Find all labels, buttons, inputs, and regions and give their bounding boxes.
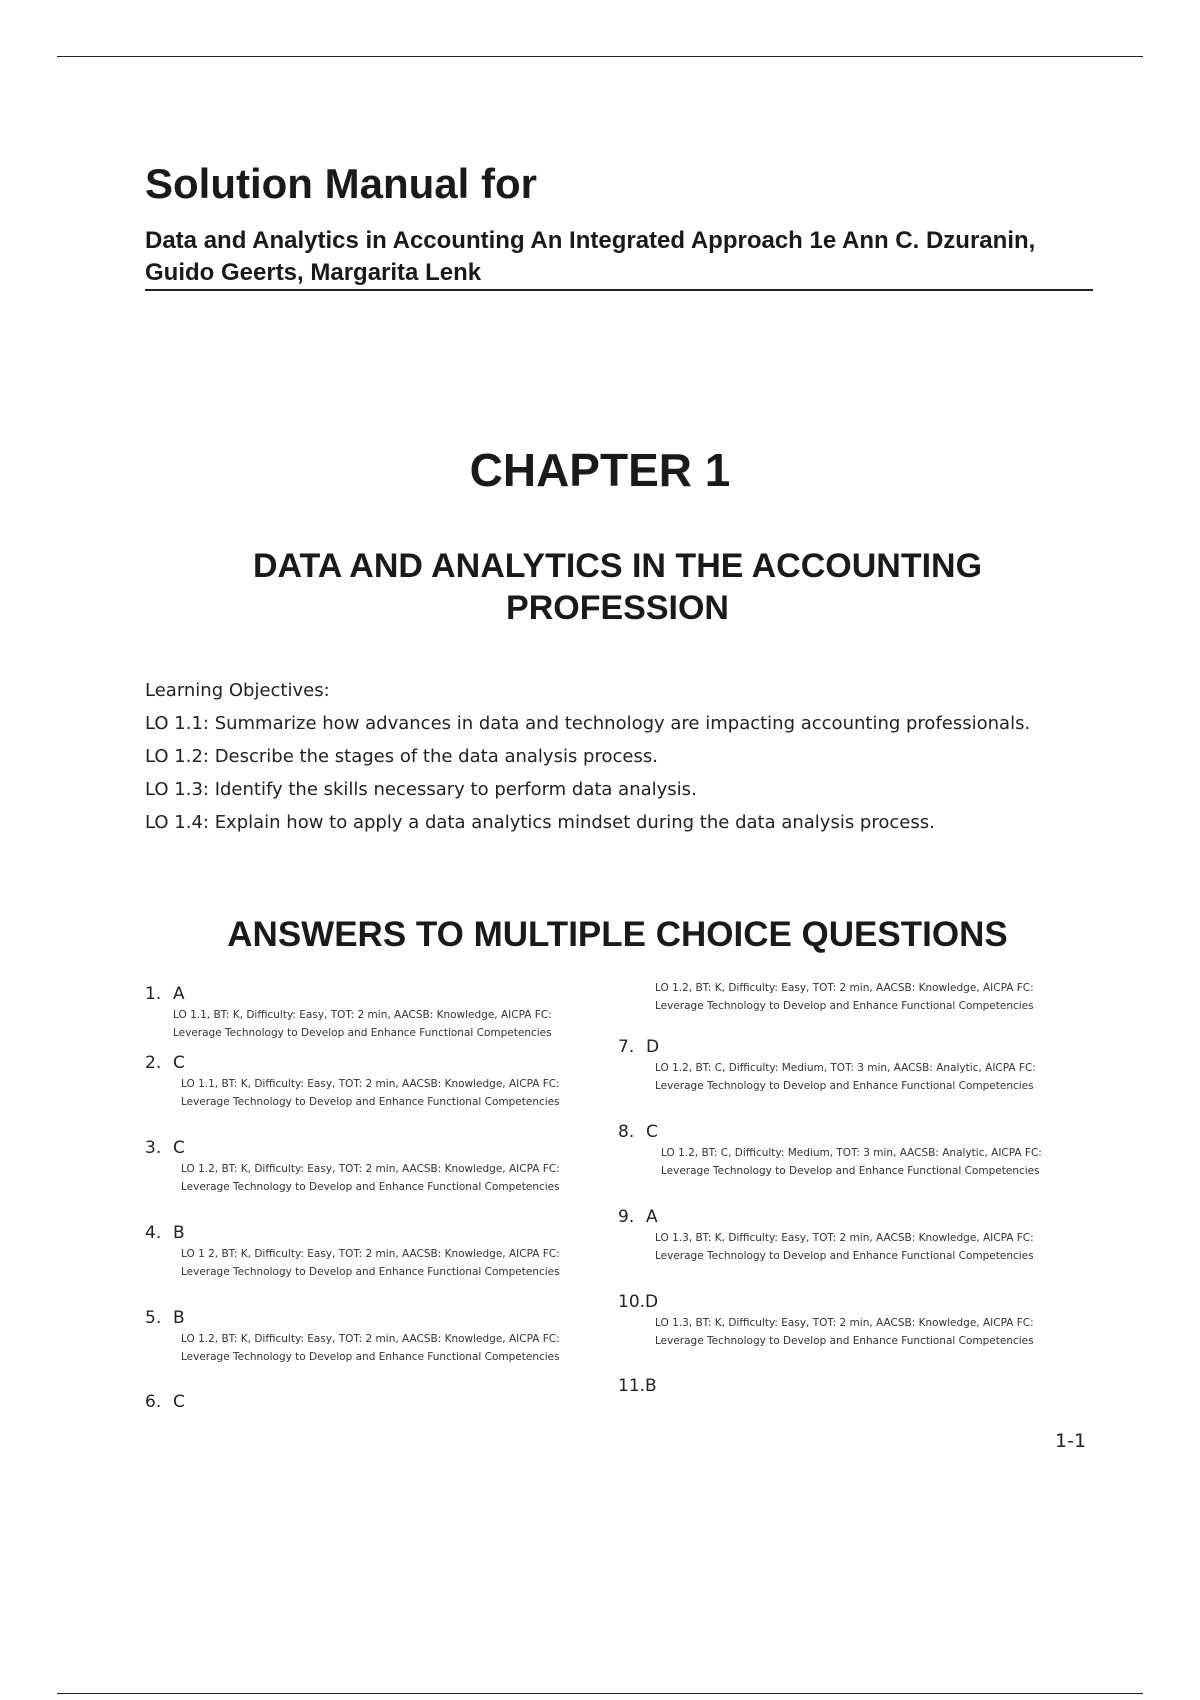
learning-objectives-heading: Learning Objectives: <box>145 680 330 701</box>
answer-note: LO 1.3, BT: K, Difficulty: Easy, TOT: 2 min, AACSB: Knowledge, AICPA FC: <box>655 1317 1034 1329</box>
answer-number: 10. <box>618 1292 646 1312</box>
bottom-rule <box>57 1693 1143 1694</box>
answer-note: LO 1.3, BT: K, Difficulty: Easy, TOT: 2 min, AACSB: Knowledge, AICPA FC: <box>655 1232 1034 1244</box>
answer-note: Leverage Technology to Develop and Enhance Functional Competencies <box>173 1027 552 1039</box>
answer-letter: C <box>173 1053 185 1073</box>
answer-note: Leverage Technology to Develop and Enhance Functional Competencies <box>661 1165 1040 1177</box>
learning-objective-item: LO 1.1: Summarize how advances in data and technology are impacting accounting professionals. <box>145 713 1031 734</box>
answer-note: LO 1.2, BT: K, Difficulty: Easy, TOT: 2 min, AACSB: Knowledge, AICPA FC: <box>181 1333 560 1345</box>
answer-note: Leverage Technology to Develop and Enhance Functional Competencies <box>655 1000 1034 1012</box>
chapter-subtitle: DATA AND ANALYTICS IN THE ACCOUNTING PROFESSION <box>252 547 983 627</box>
answers-heading: ANSWERS TO MULTIPLE CHOICE QUESTIONS <box>227 915 1008 954</box>
answer-item <box>145 1051 560 1111</box>
book-subtitle: Data and Analytics in Accounting An Integrated Approach 1e Ann C. Dzuranin, Guido Geerts, Margarita Lenk <box>145 227 1036 286</box>
answer-letter: B <box>173 1223 185 1243</box>
answer-item <box>145 1221 560 1281</box>
answer-note: Leverage Technology to Develop and Enhance Functional Competencies <box>655 1335 1034 1347</box>
answer-note-continued <box>655 979 1034 1015</box>
answer-note: LO 1 2, BT: K, Difficulty: Easy, TOT: 2 min, AACSB: Knowledge, AICPA FC: <box>181 1248 560 1260</box>
answer-note: LO 1.2, BT: C, Difficulty: Medium, TOT: 3 min, AACSB: Analytic, AICPA FC: <box>655 1062 1036 1074</box>
answer-number: 3. <box>145 1138 162 1158</box>
answer-letter: C <box>173 1392 185 1412</box>
answer-note: Leverage Technology to Develop and Enhance Functional Competencies <box>655 1250 1034 1262</box>
answer-letter: C <box>173 1138 185 1158</box>
answer-item <box>618 1120 1042 1180</box>
learning-objective-item: LO 1.2: Describe the stages of the data analysis process. <box>145 746 658 767</box>
answer-letter: C <box>646 1122 658 1142</box>
chapter-title: CHAPTER 1 <box>469 444 731 496</box>
answer-number: 11. <box>618 1376 646 1396</box>
learning-objective-item: LO 1.3: Identify the skills necessary to perform data analysis. <box>145 779 697 800</box>
answer-item <box>145 982 552 1042</box>
answer-item <box>618 1290 1034 1350</box>
answer-letter: D <box>645 1292 659 1312</box>
answer-number: 6. <box>145 1392 162 1412</box>
answer-letter: B <box>645 1376 657 1396</box>
answer-item <box>145 1136 560 1196</box>
subtitle-underline <box>145 289 1093 291</box>
answer-number: 8. <box>618 1122 635 1142</box>
answer-note: Leverage Technology to Develop and Enhance Functional Competencies <box>181 1266 560 1278</box>
answer-note: Leverage Technology to Develop and Enhance Functional Competencies <box>181 1181 560 1193</box>
answer-note: LO 1.2, BT: K, Difficulty: Easy, TOT: 2 min, AACSB: Knowledge, AICPA FC: <box>181 1163 560 1175</box>
answer-item <box>618 1035 1036 1095</box>
answer-letter: A <box>646 1207 658 1227</box>
document-title: Solution Manual for <box>145 160 537 207</box>
answer-number: 5. <box>145 1308 162 1328</box>
answer-item <box>145 1390 185 1414</box>
answer-letter: D <box>646 1037 660 1057</box>
page-number: 1-1 <box>1055 1430 1087 1452</box>
answer-note: LO 1.2, BT: K, Difficulty: Easy, TOT: 2 min, AACSB: Knowledge, AICPA FC: <box>655 982 1034 994</box>
learning-objectives <box>145 674 1030 839</box>
top-rule <box>57 56 1143 57</box>
answer-number: 4. <box>145 1223 162 1243</box>
learning-objective-item: LO 1.4: Explain how to apply a data analytics mindset during the data analysis process. <box>145 812 935 833</box>
answer-letter: B <box>173 1308 185 1328</box>
answer-number: 7. <box>618 1037 635 1057</box>
answer-note: Leverage Technology to Develop and Enhance Functional Competencies <box>181 1351 560 1363</box>
answer-note: LO 1.1, BT: K, Difficulty: Easy, TOT: 2 min, AACSB: Knowledge, AICPA FC: <box>173 1009 552 1021</box>
answer-note: LO 1.2, BT: C, Difficulty: Medium, TOT: 3 min, AACSB: Analytic, AICPA FC: <box>661 1147 1042 1159</box>
answer-item <box>145 1306 560 1366</box>
answer-note: Leverage Technology to Develop and Enhance Functional Competencies <box>655 1080 1034 1092</box>
answer-item <box>618 1374 657 1398</box>
answer-letter: A <box>173 984 185 1004</box>
answer-item <box>618 1205 1034 1265</box>
answer-note: Leverage Technology to Develop and Enhance Functional Competencies <box>181 1096 560 1108</box>
answer-number: 2. <box>145 1053 162 1073</box>
answer-note: LO 1.1, BT: K, Difficulty: Easy, TOT: 2 min, AACSB: Knowledge, AICPA FC: <box>181 1078 560 1090</box>
answer-number: 9. <box>618 1207 635 1227</box>
answer-number: 1. <box>145 984 162 1004</box>
